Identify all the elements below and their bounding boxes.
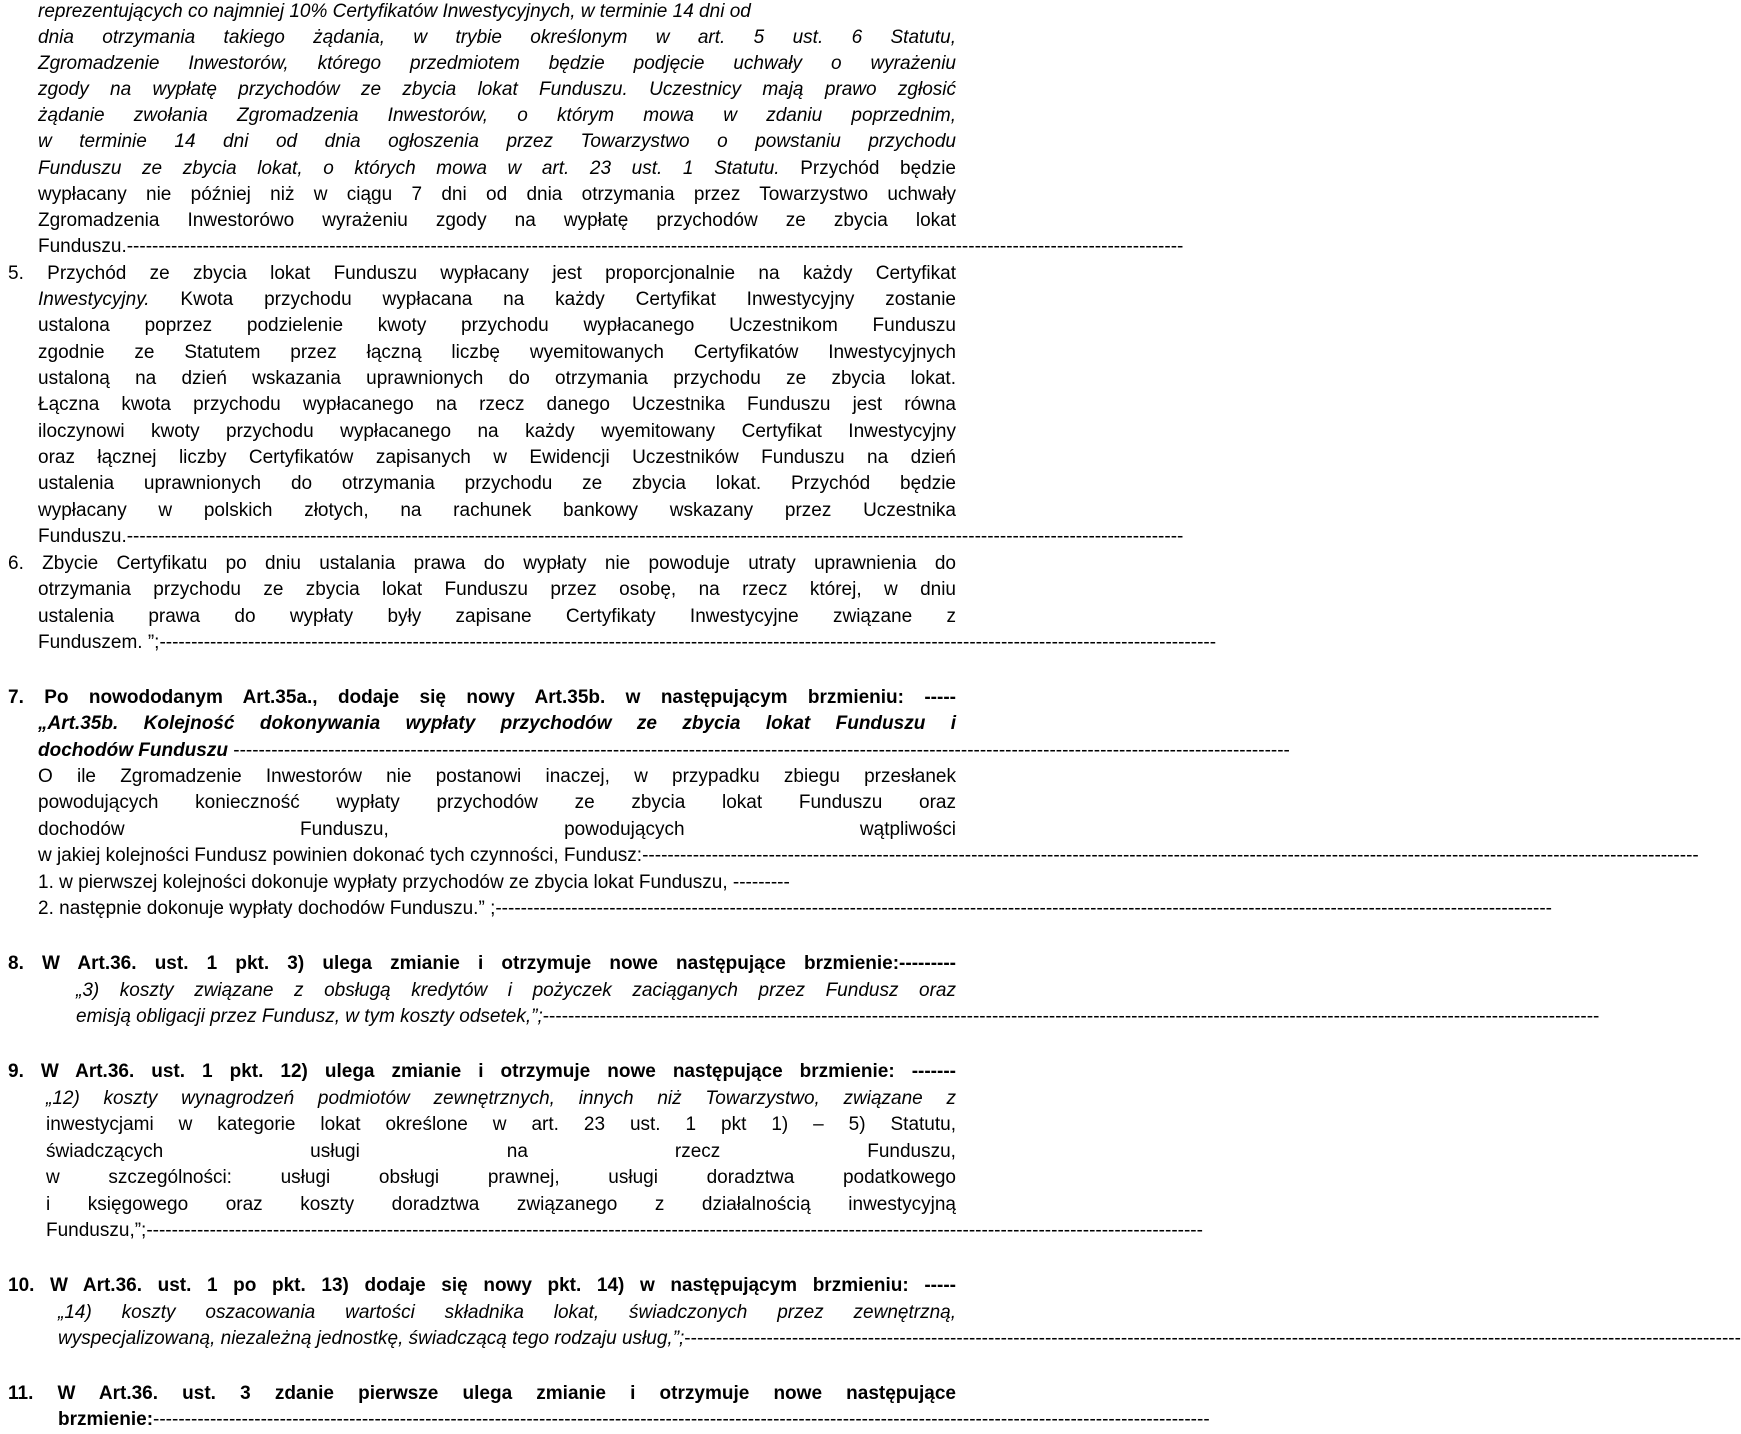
item-9-heading: 9. W Art.36. ust. 1 pkt. 12) ulega zmianie i otrzymuje nowe następujące brzmienie: ------- — [8, 1061, 956, 1082]
dash-filler: ----------------------------------------------------------------------------------------------------------------------------------------------------------------------- — [126, 236, 1184, 257]
text-line: w terminie 14 dni od dnia ogłoszenia przez Towarzystwo o powstaniu przychodu — [38, 131, 956, 152]
text-line: zgodnie ze Statutem przez łączną liczbę wyemitowanych Certyfikatów Inwestycyjnych — [38, 342, 956, 363]
text-line: 1. w pierwszej kolejności dokonuje wypłaty przychodów ze zbycia lokat Funduszu, --------- — [38, 872, 790, 893]
text-line: dochodów Funduszu, powodujących wątpliwości — [38, 819, 956, 840]
text-line: wypłacany nie później niż w ciągu 7 dni od dnia otrzymania przez Towarzystwo uchwały — [38, 184, 956, 205]
text-line: „12) koszty wynagrodzeń podmiotów zewnętrznych, innych niż Towarzystwo, związane z — [46, 1088, 956, 1109]
text-line: i księgowego oraz koszty doradztwa związanego z działalnością inwestycyjną — [46, 1194, 956, 1215]
article-title: „Art.35b. Kolejność dokonywania wypłaty przychodów ze zbycia lokat Funduszu i — [38, 713, 956, 734]
text-line: „14) koszty oszacowania wartości składnika lokat, świadczonych przez zewnętrzną, — [58, 1302, 956, 1323]
text-line: 6. Zbycie Certyfikatu po dniu ustalania prawa do wypłaty nie powoduje utraty uprawnienia do — [8, 553, 956, 574]
text-line: 5. Przychód ze zbycia lokat Funduszu wypłacany jest proporcjonalnie na każdy Certyfikat — [8, 263, 956, 284]
text-line: zgody na wypłatę przychodów ze zbycia lokat Funduszu. Uczestnicy mają prawo zgłosić — [38, 79, 956, 100]
text-line: wypłacany w polskich złotych, na rachunek bankowy wskazany przez Uczestnika — [38, 500, 956, 521]
text-line: powodujących konieczność wypłaty przychodów ze zbycia lokat Funduszu oraz — [38, 792, 956, 813]
dash-filler: ----------------------------------------------------------------------------------------------------------------------------------------------------------------------- — [159, 632, 1217, 653]
text-line: żądanie zwołania Zgromadzenia Inwestorów, o którym mowa w zdaniu poprzednim, — [38, 105, 956, 126]
dash-filler: ----------------------------------------------------------------------------------------------------------------------------------------------------------------------- — [684, 1328, 1741, 1349]
text-line: iloczynowi kwoty przychodu wypłacanego na każdy wyemitowany Certyfikat Inwestycyjny — [38, 421, 956, 442]
dash-filler: ----------------------------------------------------------------------------------------------------------------------------------------------------------------------- — [642, 845, 1699, 866]
text-line: Zgromadzenia Inwestorówo wyrażeniu zgody na wypłatę przychodów ze zbycia lokat — [38, 210, 956, 231]
text-line: O ile Zgromadzenie Inwestorów nie postanowi inaczej, w przypadku zbiegu przesłanek — [38, 766, 956, 787]
item-8-heading: 8. W Art.36. ust. 1 pkt. 3) ulega zmianie i otrzymuje nowe następujące brzmienie:--------- — [8, 953, 956, 974]
dash-filler: ----------------------------------------------------------------------------------------------------------------------------------------------------------------------- — [542, 1006, 1600, 1027]
dash-filler: ----------------------------------------------------------------------------------------------------------------------------------------------------------------------- — [126, 526, 1184, 547]
text-line: wyspecjalizowaną, niezależną jednostkę, świadczącą tego rodzaju usług,”; ----------------------------------------------------------------------------------------------------------------------------------------------------------------------- — [58, 1328, 1741, 1349]
text-line: Funduszem. ”; ----------------------------------------------------------------------------------------------------------------------------------------------------------------------- — [38, 632, 1217, 653]
text-line: inwestycjami w kategorie lokat określone w art. 23 ust. 1 pkt 1) – 5) Statutu, — [46, 1114, 956, 1135]
text-line: Funduszu,”; ----------------------------------------------------------------------------------------------------------------------------------------------------------------------- — [46, 1220, 1203, 1241]
text-line: Funduszu. ----------------------------------------------------------------------------------------------------------------------------------------------------------------------- — [38, 236, 1184, 257]
dash-filler: ----------------------------------------------------------------------------------------------------------------------------------------------------------------------- — [495, 898, 1552, 919]
text-line: „3) koszty związane z obsługą kredytów i pożyczek zaciąganych przez Fundusz oraz — [76, 980, 956, 1001]
text-line: ustalona poprzez podzielenie kwoty przychodu wypłacanego Uczestnikom Funduszu — [38, 315, 956, 336]
text-line: w jakiej kolejności Fundusz powinien dokonać tych czynności, Fundusz: ----------------------------------------------------------------------------------------------------------------------------------------------------------------------- — [38, 845, 1699, 866]
text-line: dnia otrzymania takiego żądania, w trybie określonym w art. 5 ust. 6 Statutu, — [38, 27, 956, 48]
dash-filler: ----------------------------------------------------------------------------------------------------------------------------------------------------------------------- — [146, 1220, 1203, 1241]
item-7-heading: 7. Po nowododanym Art.35a., dodaje się nowy Art.35b. w następującym brzmieniu: ----- — [8, 687, 956, 708]
text-line: otrzymania przychodu ze zbycia lokat Funduszu przez osobę, na rzecz której, w dniu — [38, 579, 956, 600]
dash-filler: ----------------------------------------------------------------------------------------------------------------------------------------------------------------------- — [153, 1409, 1210, 1430]
text-line: oraz łącznej liczby Certyfikatów zapisanych w Ewidencji Uczestników Funduszu na dzień — [38, 447, 956, 468]
text-line: Funduszu. ----------------------------------------------------------------------------------------------------------------------------------------------------------------------- — [38, 526, 1184, 547]
text-line: Funduszu ze zbycia lokat, o których mowa w art. 23 ust. 1 Statutu. Przychód będzie — [38, 158, 957, 179]
article-title: dochodów Funduszu ----------------------------------------------------------------------------------------------------------------------------------------------------------------------- — [38, 740, 1290, 761]
text-line: świadczących usługi na rzecz Funduszu, — [46, 1141, 956, 1162]
text-line: Zgromadzenie Inwestorów, którego przedmiotem będzie podjęcie uchwały o wyrażeniu — [38, 53, 956, 74]
text-line: Inwestycyjny. Kwota przychodu wypłacana na każdy Certyfikat Inwestycyjny zostanie — [38, 289, 956, 310]
item-11-heading: 11. W Art.36. ust. 3 zdanie pierwsze ulega zmianie i otrzymuje nowe następujące — [8, 1383, 956, 1404]
dash-filler: ----------------------------------------------------------------------------------------------------------------------------------------------------------------------- — [233, 740, 1290, 761]
text-line: Łączna kwota przychodu wypłacanego na rzecz danego Uczestnika Funduszu jest równa — [38, 394, 956, 415]
text-line: emisją obligacji przez Fundusz, w tym koszty odsetek,”; ----------------------------------------------------------------------------------------------------------------------------------------------------------------------- — [76, 1006, 1600, 1027]
text-line: ustaloną na dzień wskazania uprawnionych do otrzymania przychodu ze zbycia lokat. — [38, 368, 956, 389]
text-line: w szczególności: usługi obsługi prawnej, usługi doradztwa podatkowego — [46, 1167, 956, 1188]
item-10-heading: 10. W Art.36. ust. 1 po pkt. 13) dodaje się nowy pkt. 14) w następującym brzmieniu: ----- — [8, 1275, 956, 1296]
text-line: 2. następnie dokonuje wypłaty dochodów Funduszu.” ; ----------------------------------------------------------------------------------------------------------------------------------------------------------------------- — [38, 898, 1552, 919]
text-line: ustalenia prawa do wypłaty były zapisane Certyfikaty Inwestycyjne związane z — [38, 606, 956, 627]
text-line: ustalenia uprawnionych do otrzymania przychodu ze zbycia lokat. Przychód będzie — [38, 473, 956, 494]
text-line: brzmienie: ----------------------------------------------------------------------------------------------------------------------------------------------------------------------- — [58, 1409, 1210, 1430]
text-line: reprezentujących co najmniej 10% Certyfikatów Inwestycyjnych, w terminie 14 dni od — [38, 1, 751, 22]
